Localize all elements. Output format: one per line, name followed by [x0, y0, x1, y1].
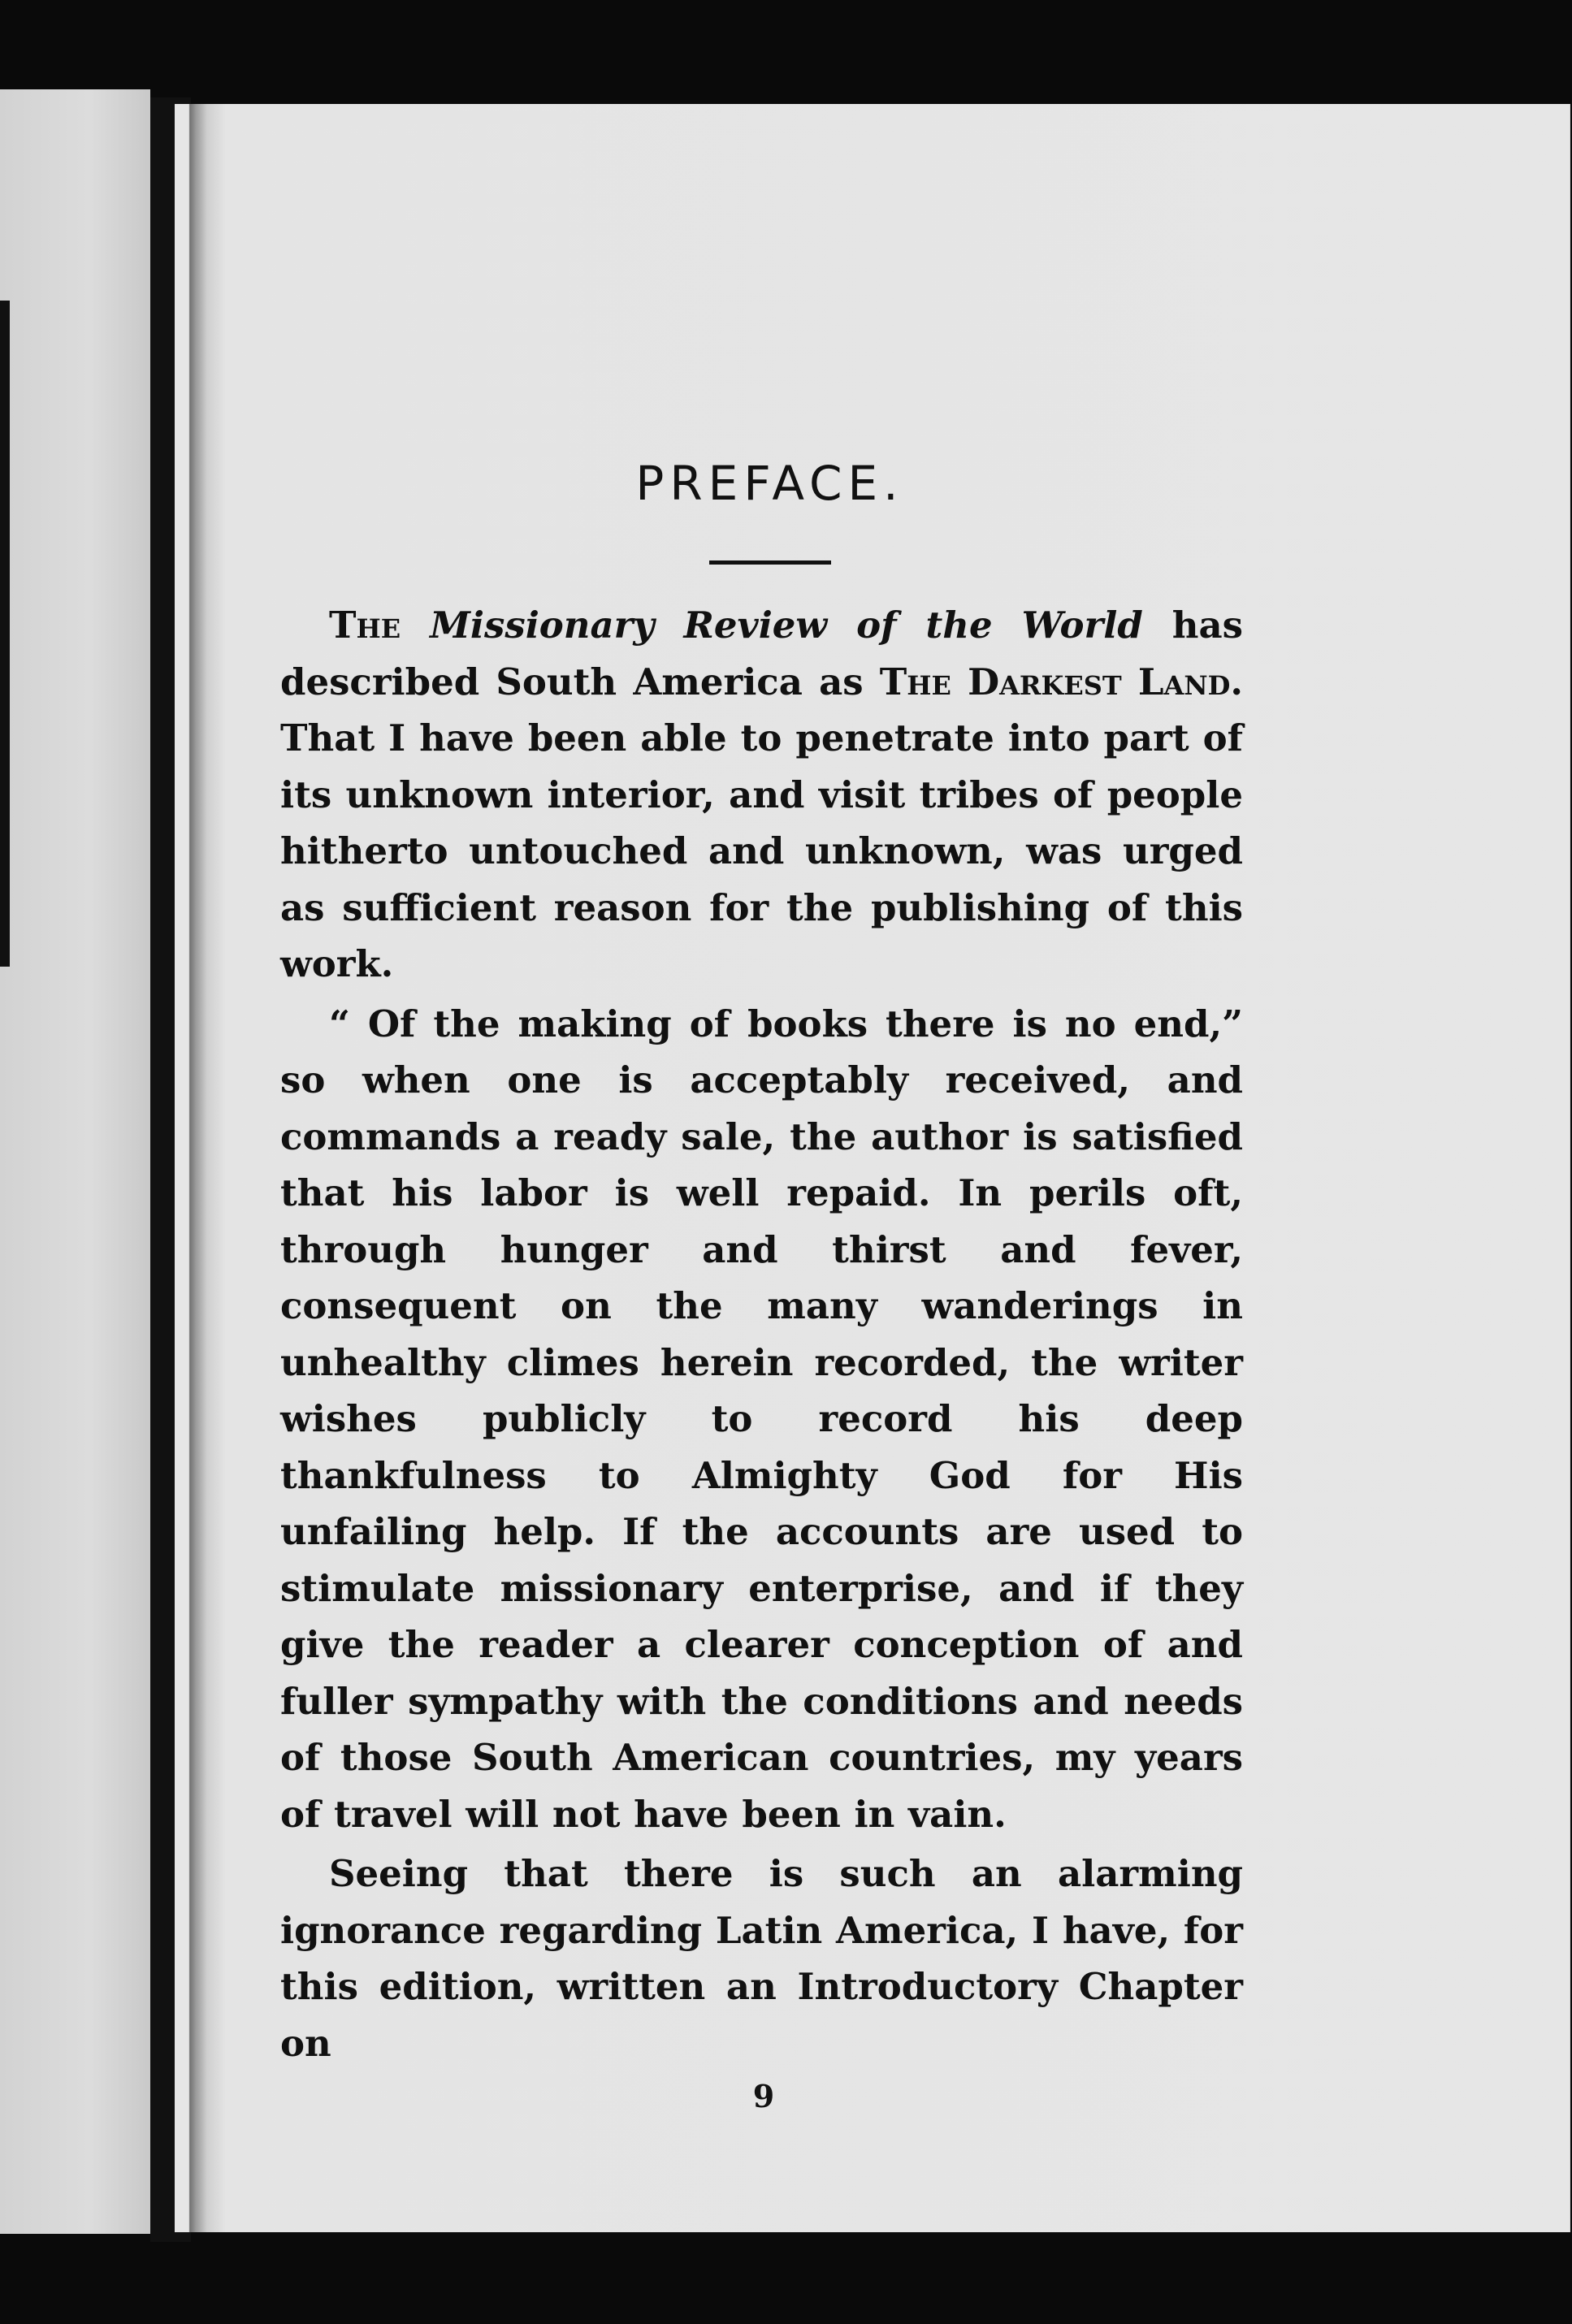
paragraph-1-lead-word: The: [329, 604, 401, 647]
paragraph-2: “ Of the making of books there is no end,” so when one is acceptably received, and commands a ready sale, the author is satisfied that his labor is well repaid. In perils oft, through hunger and thirst and fever, consequent on the many wanderings in unhealthy climes herein recorded, the writer wishes publicly to record his deep thankfulness to Almighty God for His unfailing help. If the accounts are used to stimulate missionary enterprise, and if they give the reader a clearer conception of and fuller sympathy with the conditions and needs of those South American countries, my years of travel will not have been in vain.: [280, 1002, 1243, 1836]
paragraph-1-text-b: That I have been able to penetrate into part of its unknown interior, and visit tribes of people hitherto untouched and unknown, was urged as sufficient reason for the publishing of this work.: [280, 716, 1243, 985]
paragraph-1-journal-title: Missionary Review of the World: [430, 604, 1143, 647]
paragraph-3: Seeing that there is such an alarming ignorance regarding Latin America, I have, for this edition, written an Introductory Chapter on: [280, 1852, 1243, 2065]
left-page-edge: [0, 89, 150, 2234]
paragraph-1-darkest-land: The Darkest Land.: [879, 660, 1243, 703]
left-page-binding-shadow: [0, 301, 10, 967]
title-rule-divider: [709, 560, 831, 565]
paragraph-1-text-a: has described South America as: [280, 604, 1243, 703]
paragraph-1: [280, 597, 1243, 993]
page-number: 9: [752, 2078, 775, 2114]
page-title: PREFACE.: [635, 456, 904, 511]
page-text-block: [280, 439, 1243, 2117]
